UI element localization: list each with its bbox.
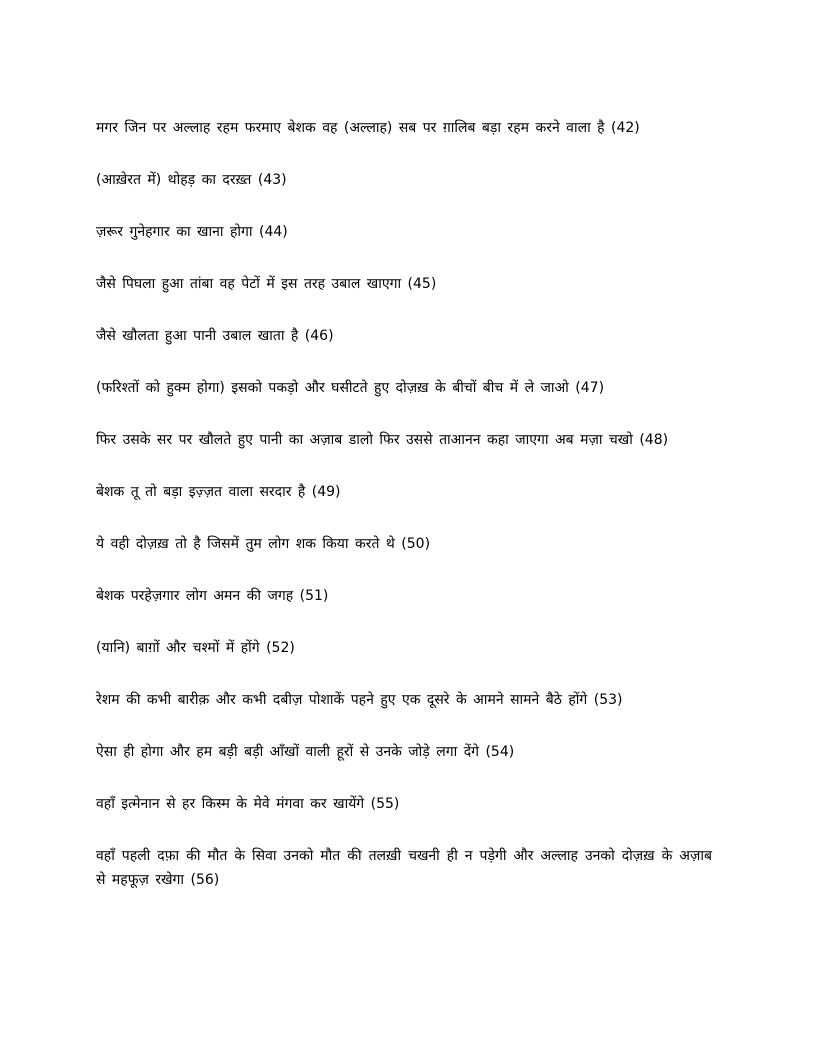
verse-51: बेशक परहेज़गार लोग अमन की जगह (51) [96,588,329,604]
verse-43: (आख़ेरत में) थोहड़ का दरख़्त (43) [96,172,287,188]
verse-48: फिर उसके सर पर खौलते हुए पानी का अज़ाब डालो फिर उससे ताआनन कहा जाएगा अब मज़ा चखो (48) [96,432,669,448]
verse-53: रेशम की कभी बारीक़ और कभी दबीज़ पोशाकें पहने हुए एक दूसरे के आमने सामने बैठे होंगे (53) [96,692,623,708]
verse-52: (यानि) बाग़ों और चश्मों में होंगे (52) [96,640,295,656]
verse-42: मगर जिन पर अल्लाह रहम फरमाए बेशक वह (अल्लाह) सब पर ग़ालिब बड़ा रहम करने वाला है (42) [96,120,640,136]
verse-44: ज़रूर गुनेहगार का खाना होगा (44) [96,224,288,240]
verse-46: जैसे खौलता हुआ पानी उबाल खाता है (46) [96,328,334,344]
verse-47: (फरिश्तों को हुक्म होगा) इसको पकड़ो और घसीटते हुए दोज़ख़ के बीचों बीच में ले जाओ (47) [96,380,605,396]
verse-55: वहाँ इत्मेनान से हर किस्म के मेवे मंगवा कर खायेंगे (55) [96,796,400,812]
verse-49: बेशक तू तो बड़ा इज़्ज़त वाला सरदार है (49) [96,484,341,500]
verse-56: वहाँ पहली दफ़ा की मौत के सिवा उनको मौत की तलख़ी चखनी ही न पड़ेगी और अल्लाह उनको दोज़ख़ के अज़ाब से महफूज़ रखेगा (56) [96,848,712,888]
verse-50: ये वही दोज़ख़ तो है जिसमें तुम लोग शक किया करते थे (50) [96,536,431,552]
verse-54: ऐसा ही होगा और हम बड़ी बड़ी आँखों वाली हूरों से उनके जोड़े लगा देंगे (54) [96,744,515,760]
verse-45: जैसे पिघला हुआ तांबा वह पेटों में इस तरह उबाल खाएगा (45) [96,276,437,292]
document-page [96,116,712,920]
